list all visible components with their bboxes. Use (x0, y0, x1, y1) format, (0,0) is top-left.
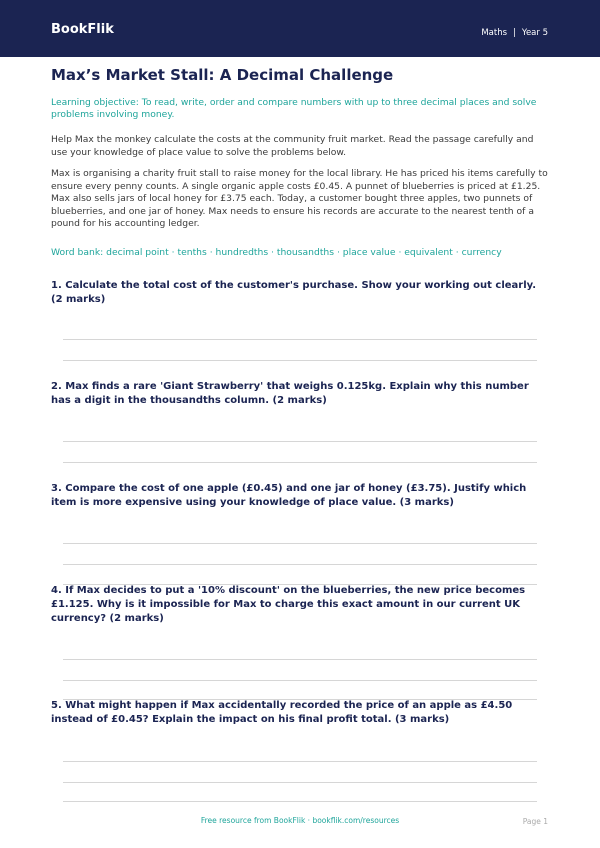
question-5: 5. What might happen if Max accidentally recorded the price of an apple as £4.50 instead of £0.45? Explain the impact on his final profit total. (3 marks) (51, 700, 513, 725)
learning-objective: Learning objective: To read, write, order and compare numbers with up to three decimal places and solve problems involving money. (51, 97, 537, 120)
answer-line[interactable] (63, 360, 537, 361)
brand-logo[interactable]: BookFlik (51, 22, 114, 37)
answer-line[interactable] (63, 680, 537, 681)
answer-line[interactable] (63, 659, 537, 660)
answer-line[interactable] (63, 801, 537, 802)
answer-line[interactable] (63, 339, 537, 340)
word-bank: Word bank: decimal point · tenths · hundredths · thousandths · place value · equivalent · currency (51, 247, 502, 258)
header-bar (0, 0, 600, 57)
question-4: 4. If Max decides to put a '10% discount' on the blueberries, the new price becomes £1.125. Why is it impossible for Max to charge this exact amount in our current UK currency? (2 marks) (51, 585, 526, 624)
header-meta (481, 28, 548, 38)
page-number: Page 1 (522, 817, 548, 826)
answer-line[interactable] (63, 441, 537, 442)
answer-line[interactable] (63, 761, 537, 762)
intro-text: Help Max the monkey calculate the costs at the community fruit market. Read the passage carefully and use your knowledge of place value to solve the problems below. (51, 134, 534, 158)
year-label: Year 5 (521, 28, 548, 38)
meta-separator: | (513, 28, 516, 38)
story-passage: Max is organising a charity fruit stall to raise money for the local library. He has priced his items carefully to ensure every penny counts. A single organic apple costs £0.45. A punnet of blueberries is priced at £1.25. Max also sells jars of local honey for £3.75 each. Today, a customer bought three apples, two punnets of blueberries, and one jar of honey. Max needs to ensure his records are accurate to the nearest tenth of a pound for his accounting ledger. (51, 168, 548, 230)
answer-line[interactable] (63, 543, 537, 544)
question-3: 3. Compare the cost of one apple (£0.45) and one jar of honey (£3.75). Justify which item is more expensive using your knowledge of place value. (3 marks) (51, 483, 527, 508)
question-1: 1. Calculate the total cost of the customer's purchase. Show your working out clearly. (2 marks) (51, 280, 537, 305)
answer-line[interactable] (63, 782, 537, 783)
question-2: 2. Max finds a rare 'Giant Strawberry' that weighs 0.125kg. Explain why this number has a digit in the thousandths column. (2 marks) (51, 381, 529, 406)
answer-line[interactable] (63, 462, 537, 463)
page-title: Max’s Market Stall: A Decimal Challenge (51, 66, 394, 84)
answer-line[interactable] (63, 564, 537, 565)
footer-text[interactable]: Free resource from BookFlik · bookflik.com/resources (200, 816, 400, 825)
subject-label: Maths (481, 28, 508, 38)
